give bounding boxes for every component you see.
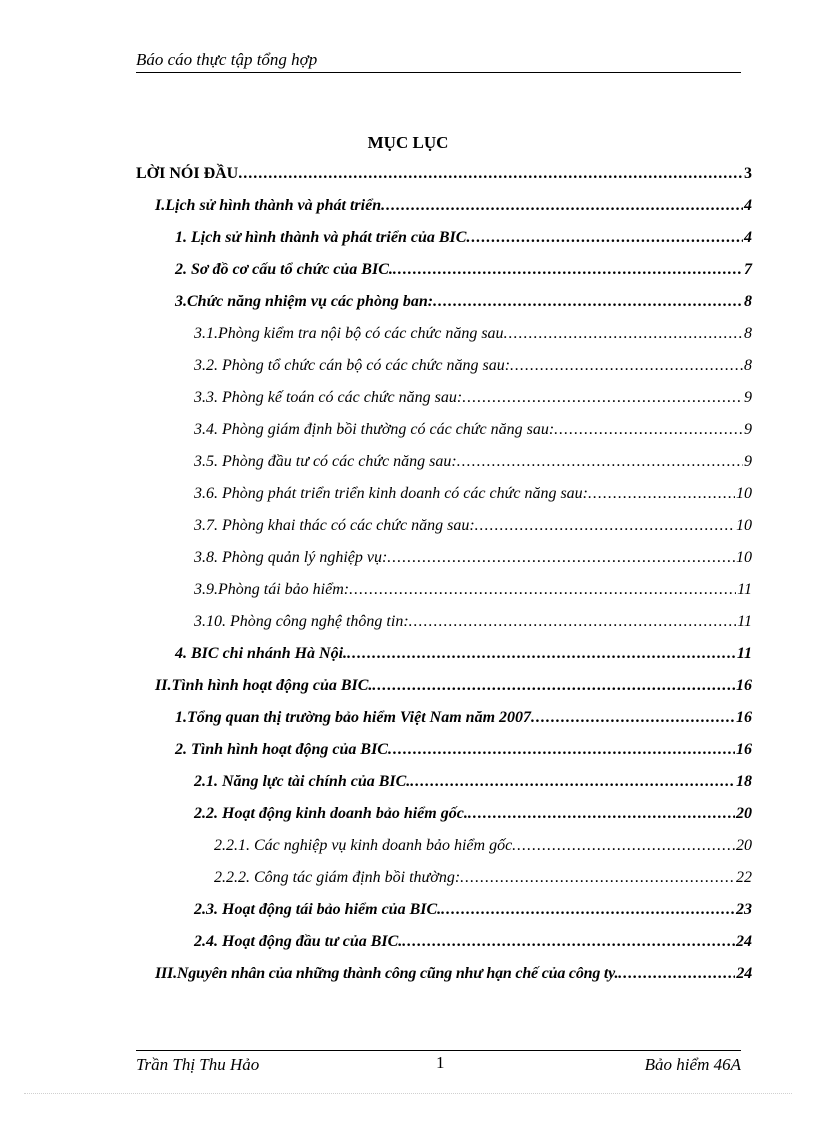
footer-author: Trần Thị Thu Hảo <box>136 1055 260 1074</box>
toc-entry[interactable]: III.Nguyên nhân của những thành công cũng như hạn chế của công ty. ..... 24 <box>155 963 752 985</box>
toc-page-number: 16 <box>736 741 752 758</box>
toc-entry[interactable]: 1.Tổng quan thị trường bảo hiểm Việt Nam năm 2007 ..... 16 <box>175 707 752 729</box>
toc-entry[interactable]: 2. Sơ đồ cơ cấu tổ chức của BIC. ..... 7 <box>175 259 752 281</box>
toc-entry[interactable]: LỜI NÓI ĐẦU ..... 3 <box>136 163 752 185</box>
toc-page-number: 8 <box>744 325 752 342</box>
toc-entry[interactable]: 2.2. Hoạt động kinh doanh bảo hiểm gốc. ..... 20 <box>194 803 752 825</box>
toc-page-number: 11 <box>737 613 752 630</box>
toc-entry[interactable]: II.Tình hình hoạt động của BIC. ..... 16 <box>155 675 752 697</box>
toc-page-number: 4 <box>744 229 752 246</box>
page-bottom-divider <box>24 1093 792 1094</box>
toc-entry[interactable]: 3.4. Phòng giám định bồi thường có các chức năng sau: ..... 9 <box>194 419 752 441</box>
toc-entry[interactable]: 2.1. Năng lực tài chính của BIC. ..... 18 <box>194 771 752 793</box>
toc-entry[interactable]: 3.10. Phòng công nghệ thông tin: ..... 11 <box>194 611 752 633</box>
page-header <box>136 48 741 73</box>
toc-entry[interactable]: 3.3. Phòng kế toán có các chức năng sau: ..... 9 <box>194 387 752 409</box>
toc-page-number: 23 <box>736 901 752 918</box>
toc-page-number: 24 <box>736 965 752 982</box>
toc-page-number: 16 <box>736 709 752 726</box>
toc-entry[interactable]: 3.Chức năng nhiệm vụ các phòng ban: ..... 8 <box>175 291 752 313</box>
footer-class: Bảo hiểm 46A <box>644 1055 741 1074</box>
toc-page-number: 10 <box>736 485 752 502</box>
footer-page-number: 1 <box>436 1053 445 1072</box>
page-footer <box>136 1050 741 1077</box>
toc-entry[interactable]: 3.2. Phòng tổ chức cán bộ có các chức năng sau: ..... 8 <box>194 355 752 377</box>
toc-entry[interactable]: 2.4. Hoạt động đầu tư của BIC. ..... 24 <box>194 931 752 953</box>
toc-page-number: 3 <box>744 165 752 182</box>
toc-page-number: 11 <box>737 581 752 598</box>
toc-page-number: 20 <box>736 837 752 854</box>
toc-page-number: 7 <box>744 261 752 278</box>
toc-page-number: 9 <box>744 453 752 470</box>
toc-entry[interactable]: 3.9.Phòng tái bảo hiểm: ..... 11 <box>194 579 752 601</box>
toc-entry[interactable]: 3.7. Phòng khai thác có các chức năng sau: ..... 10 <box>194 515 752 537</box>
toc-page-number: 10 <box>736 549 752 566</box>
toc-entry[interactable]: 2.2.2. Công tác giám định bồi thường: ..... 22 <box>214 867 752 889</box>
toc-page-number: 11 <box>736 645 752 662</box>
toc-page-number: 8 <box>744 293 752 310</box>
toc-entry[interactable]: 2. Tình hình hoạt động của BIC ..... 16 <box>175 739 752 761</box>
toc-page-number: 9 <box>744 389 752 406</box>
toc-title: MỤC LỤC <box>367 133 449 152</box>
toc-page-number: 9 <box>744 421 752 438</box>
toc-entry[interactable]: 3.8. Phòng quản lý nghiệp vụ: ..... 10 <box>194 547 752 569</box>
toc-entry[interactable]: 2.3. Hoạt động tái bảo hiểm của BIC. ..... 23 <box>194 899 752 921</box>
toc-page-number: 18 <box>736 773 752 790</box>
toc-page-number: 22 <box>736 869 752 886</box>
toc-page-number: 8 <box>744 357 752 374</box>
toc-page-number: 10 <box>736 517 752 534</box>
header-text: Báo cáo thực tập tổng hợp <box>136 50 318 69</box>
toc-page-number: 16 <box>736 677 752 694</box>
toc-page-number: 4 <box>744 197 752 214</box>
toc-page-number: 24 <box>736 933 752 950</box>
toc-entry[interactable]: 3.5. Phòng đầu tư có các chức năng sau: ..... 9 <box>194 451 752 473</box>
toc-entry[interactable]: 1. Lịch sử hình thành và phát triển của BIC ..... 4 <box>175 227 752 249</box>
toc-entry[interactable]: 4. BIC chi nhánh Hà Nội. ..... 11 <box>175 643 752 665</box>
toc-page-number: 20 <box>736 805 752 822</box>
toc-entry[interactable]: 3.6. Phòng phát triển triển kinh doanh có các chức năng sau: ..... 10 <box>194 483 752 505</box>
toc-entry[interactable]: I.Lịch sử hình thành và phát triển ..... 4 <box>155 195 752 217</box>
toc-entry[interactable]: 2.2.1. Các nghiệp vụ kinh doanh bảo hiểm gốc ..... 20 <box>214 835 752 857</box>
toc-entry[interactable]: 3.1.Phòng kiểm tra nội bộ có các chức năng sau ..... 8 <box>194 323 752 345</box>
